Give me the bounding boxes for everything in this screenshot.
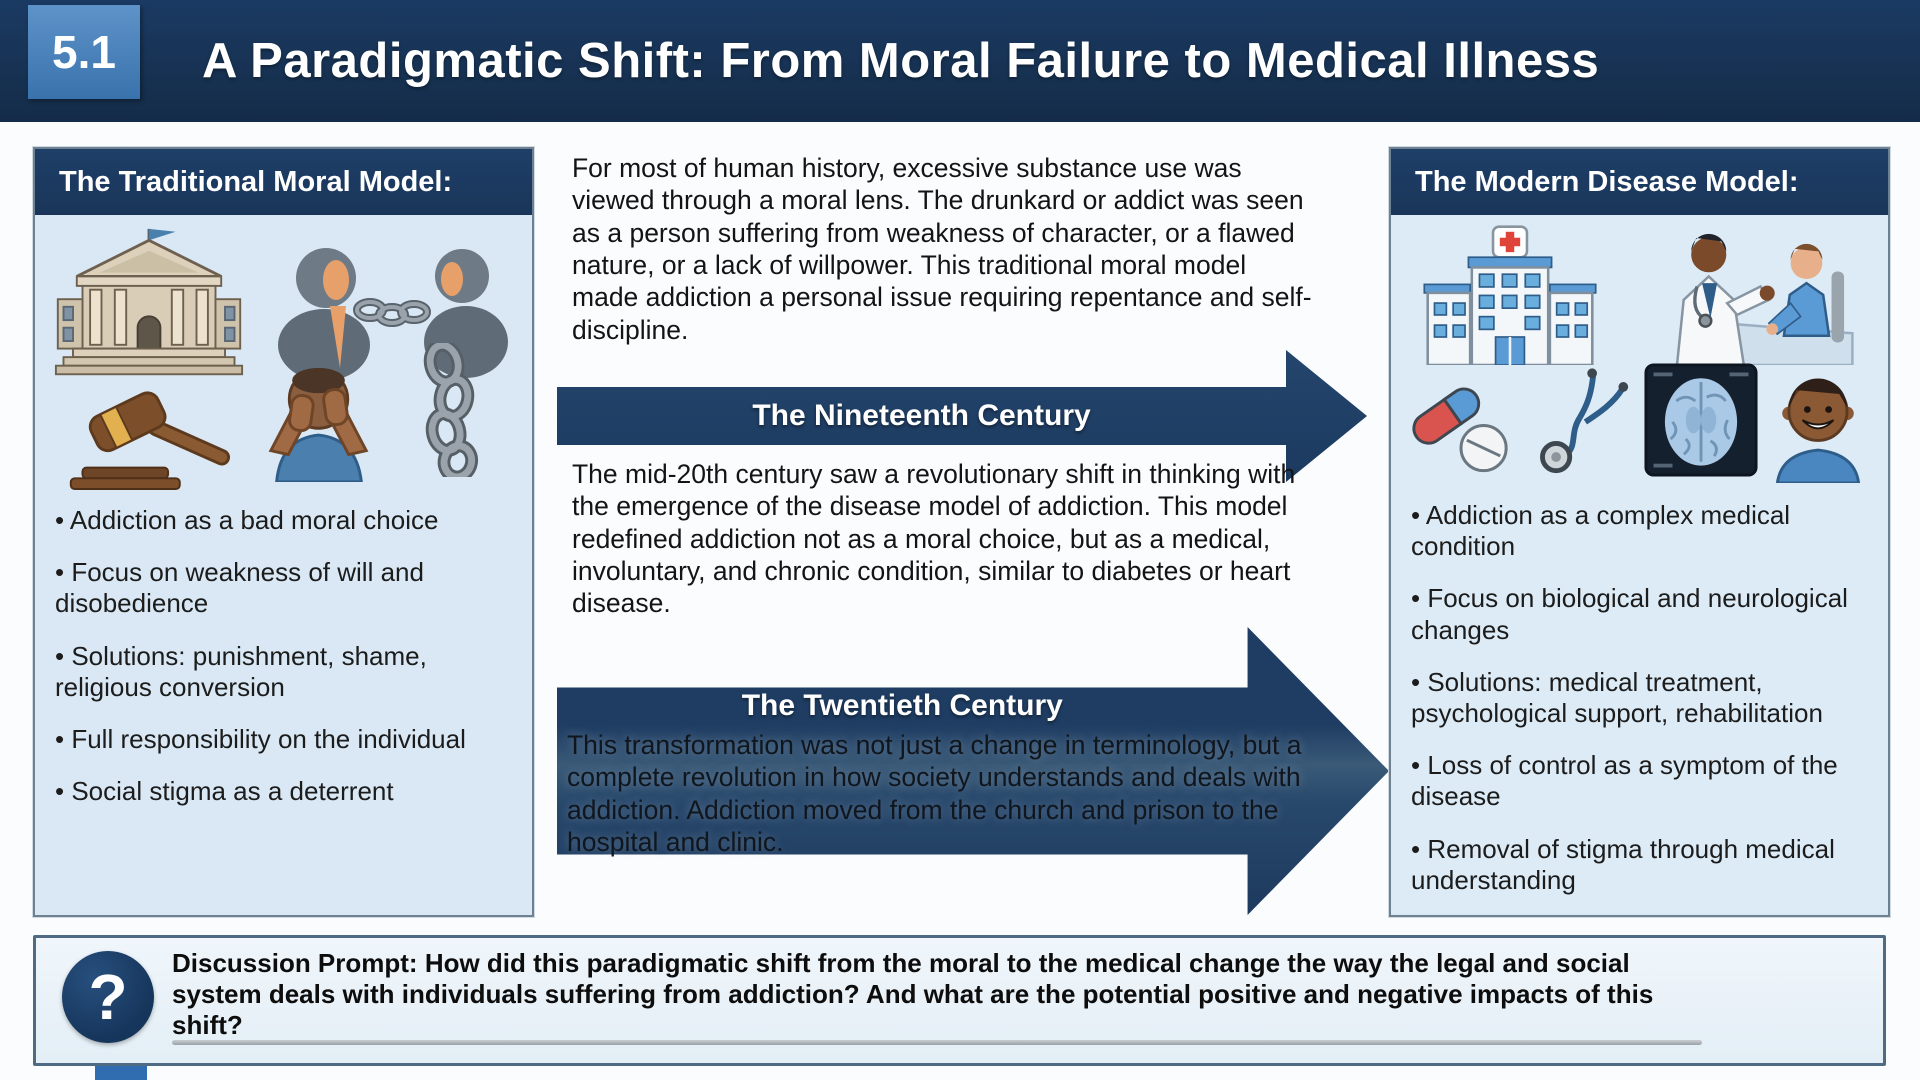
disease-model-paragraph: The mid-20th century saw a revolutionary shift in thinking with the emergence of the disease model of addiction. This model redefined addiction not as a moral choice, but as a medical, involuntary, and chronic condition, similar to diabetes or heart disease. xyxy=(572,459,1296,619)
list-item: • Social stigma as a deterrent xyxy=(55,776,518,807)
left-panel-body xyxy=(35,215,532,913)
smiling-patient-icon xyxy=(1769,365,1867,483)
question-mark-icon xyxy=(62,951,154,1043)
section-number-badge: 5.1 xyxy=(28,5,140,99)
header-bar xyxy=(0,0,1920,122)
banner-title: The Nineteenth Century xyxy=(752,399,1091,432)
intro-paragraph: For most of human history, excessive substance use was viewed through a moral lens. The drunkard or addict was seen as a person suffering from weakness of character, or a flawed nature, or a lack of willpower. This traditional moral model made addiction a personal issue requiring repentance and self-discipline. xyxy=(572,153,1312,345)
list-item: • Solutions: medical treatment, psychological support, rehabilitation xyxy=(1411,667,1874,729)
discussion-prompt-text: Discussion Prompt: How did this paradigmatic shift from the moral to the medical change the way the legal and social system deals with individuals suffering from addiction? And what are the potential positive and negative impacts of this shift? xyxy=(172,948,1654,1041)
right-panel-title: The Modern Disease Model: xyxy=(1391,149,1888,215)
list-item: • Full responsibility on the individual xyxy=(55,724,518,755)
list-item: • Focus on weakness of will and disobedience xyxy=(55,557,518,619)
list-item: • Addiction as a bad moral choice xyxy=(55,505,518,536)
stethoscope-icon xyxy=(1523,367,1635,475)
right-panel-body xyxy=(1391,215,1888,913)
left-panel-title: The Traditional Moral Model: xyxy=(35,149,532,215)
moral-model-bullets xyxy=(55,505,518,828)
list-item: • Focus on biological and neurological changes xyxy=(1411,583,1874,645)
disease-model-bullets xyxy=(1411,500,1874,917)
list-item: • Removal of stigma through medical understanding xyxy=(1411,834,1874,896)
chain-icon xyxy=(407,343,495,477)
twentieth-century-banner xyxy=(557,627,1389,915)
list-item: • Loss of control as a symptom of the disease xyxy=(1411,750,1874,812)
discussion-prompt-bar xyxy=(33,935,1886,1066)
question-glyph: ? xyxy=(88,961,128,1033)
traditional-moral-model-panel xyxy=(33,147,534,917)
bottom-left-accent xyxy=(95,1066,147,1080)
list-item: • Solutions: punishment, shame, religious conversion xyxy=(55,641,518,703)
doctor-patient-icon xyxy=(1623,223,1873,365)
person-covering-face-icon xyxy=(263,355,375,482)
banner-title: The Twentieth Century xyxy=(741,689,1063,722)
modern-disease-model-panel xyxy=(1389,147,1890,917)
brain-scan-icon xyxy=(1643,363,1759,477)
page-title: A Paradigmatic Shift: From Moral Failure to Medical Illness xyxy=(202,34,1600,88)
courthouse-icon xyxy=(53,227,245,379)
divider-line xyxy=(172,1040,1702,1045)
list-item: • Addiction as a complex medical condition xyxy=(1411,500,1874,562)
transformation-paragraph: This transformation was not just a change in terminology, but a complete revolution in how society understands and deals with addiction. Addiction moved from the church and prison to the hospital and clinic. xyxy=(567,730,1302,857)
hospital-icon xyxy=(1405,225,1615,365)
gavel-icon xyxy=(63,380,243,492)
pills-icon xyxy=(1407,373,1515,477)
